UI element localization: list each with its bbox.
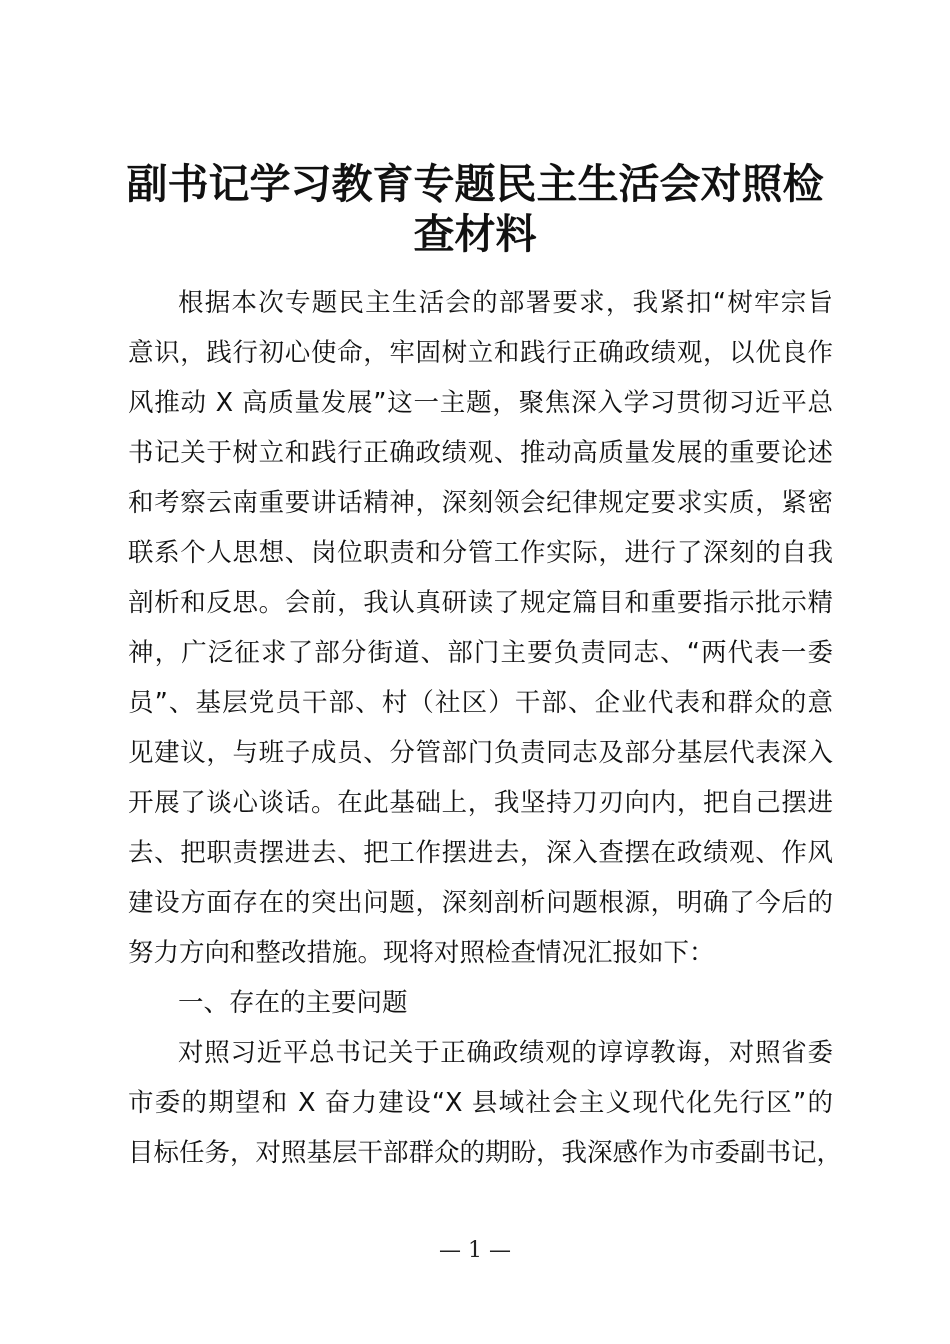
body-text-line: 根据本次专题民主生活会的部署要求，我紧扣“树牢宗旨 xyxy=(178,288,833,318)
page-number: — 1 — xyxy=(439,1238,511,1263)
document-title-line-2: 查材料 xyxy=(413,210,537,258)
body-text-line: 努力方向和整改措施。现将对照检查情况汇报如下： xyxy=(128,938,715,968)
body-text-line: 意识，践行初心使命，牢固树立和践行正确政绩观，以优良作 xyxy=(128,338,833,368)
body-text-line: 去、把职责摆进去、把工作摆进去，深入查摆在政绩观、作风 xyxy=(128,838,833,868)
body-text-line: 见建议，与班子成员、分管部门负责同志及部分基层代表深入 xyxy=(128,738,833,768)
body-text-line: 市委的期望和 X 奋力建设“X 县域社会主义现代化先行区”的 xyxy=(128,1088,833,1118)
body-text-line: 风推动 X 高质量发展”这一主题，聚焦深入学习贯彻习近平总 xyxy=(128,388,833,418)
body-text-line: 对照习近平总书记关于正确政绩观的谆谆教诲，对照省委 xyxy=(178,1038,833,1068)
body-text-line: 神，广泛征求了部分街道、部门主要负责同志、“两代表一委 xyxy=(128,638,833,668)
document-title-line-1: 副书记学习教育专题民主生活会对照检 xyxy=(126,160,824,208)
body-text-line: 和考察云南重要讲话精神，深刻领会纪律规定要求实质，紧密 xyxy=(128,488,833,518)
body-text-line: 建设方面存在的突出问题，深刻剖析问题根源，明确了今后的 xyxy=(128,888,833,918)
body-text-line: 员”、基层党员干部、村（社区）干部、企业代表和群众的意 xyxy=(128,688,833,718)
body-text-line: 书记关于树立和践行正确政绩观、推动高质量发展的重要论述 xyxy=(128,438,833,468)
body-text-line: 目标任务，对照基层干部群众的期盼，我深感作为市委副书记， xyxy=(128,1138,843,1168)
body-text-line: 联系个人思想、岗位职责和分管工作实际，进行了深刻的自我 xyxy=(128,538,833,568)
body-text-line: 开展了谈心谈话。在此基础上，我坚持刀刃向内，把自己摆进 xyxy=(128,788,833,818)
section-heading: 一、存在的主要问题 xyxy=(178,988,408,1018)
body-text-line: 剖析和反思。会前，我认真研读了规定篇目和重要指示批示精 xyxy=(128,588,833,618)
